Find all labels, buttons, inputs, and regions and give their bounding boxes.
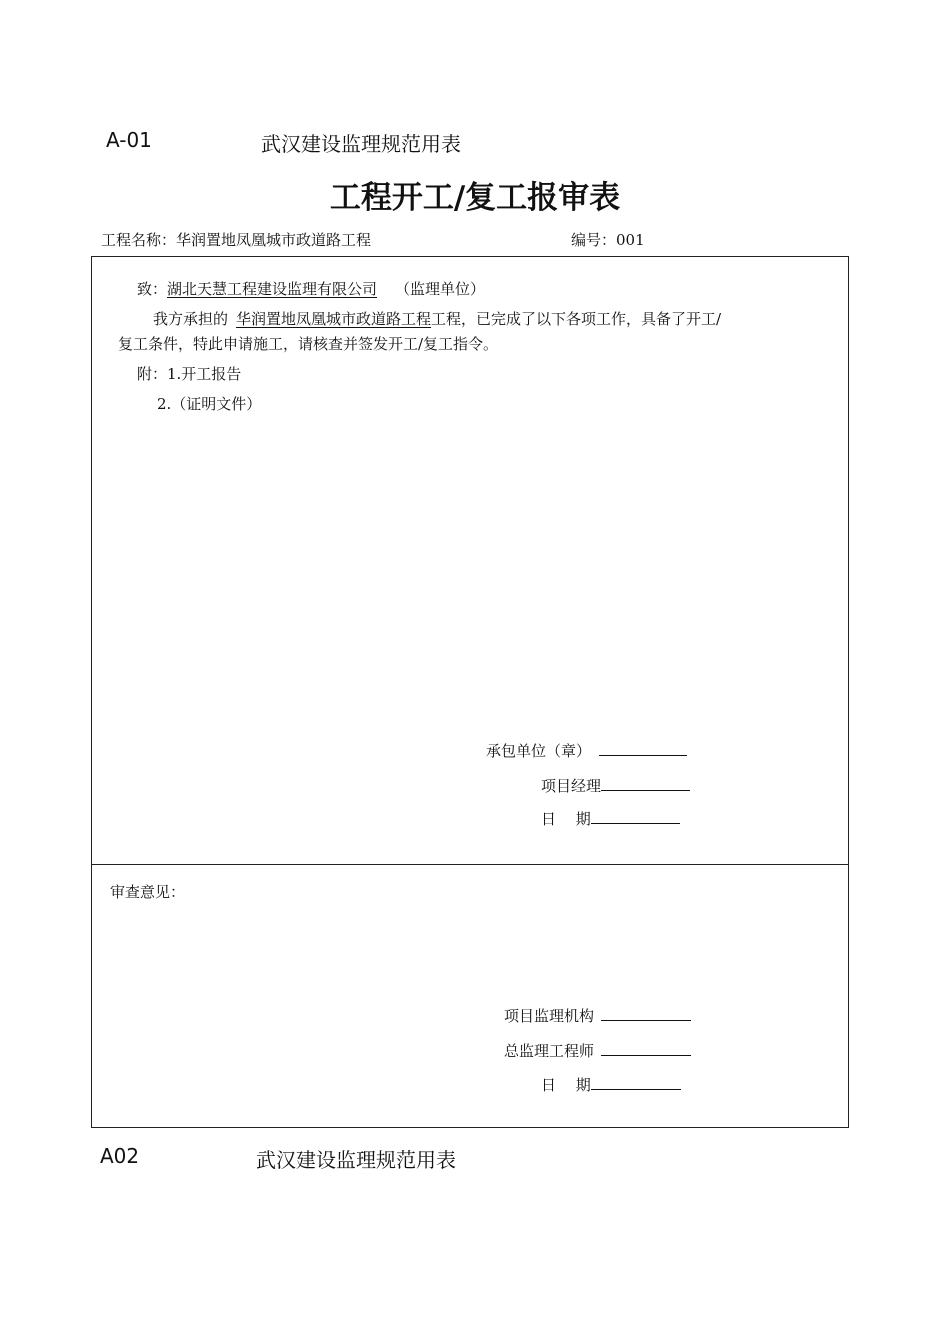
review-date [541,1074,681,1095]
form-title: 工程开工/复工报审表 [329,180,621,216]
supervision-org-sign-line [601,1006,691,1021]
manager-label: 项目经理 [541,777,602,795]
form-table [91,256,849,1128]
next-form-code: A02 [100,1144,140,1168]
chief-engineer-label: 总监理工程师 [504,1042,595,1060]
project-name: 工程名称：华润置地凤凰城市政道路工程 [101,231,372,249]
attachment-2: 2.（证明文件） [157,395,262,413]
contractor-label: 承包单位（章） [486,742,592,760]
application-body-line2: 复工条件，特此申请施工，请核查并签发开工/复工指令。 [118,335,499,353]
next-standard-label: 武汉建设监理规范用表 [256,1148,456,1172]
addressee-suffix: （监理单位） [395,280,486,298]
review-opinion-label: 审查意见： [110,883,186,901]
body-project: 华润置地凤凰城市政道路工程 [236,310,432,328]
addressee-line [137,278,485,299]
manager-sign-line [601,776,690,791]
addressee-prefix: 致： [137,280,168,298]
form-code: A-01 [106,128,152,152]
application-body-line1 [153,308,721,329]
contractor-sign-line [599,741,687,756]
contractor-date-line [591,809,680,824]
body-line1-rest: 工程，已完成了以下各项工作，具备了开工/ [431,310,722,328]
form-number: 编号：001 [571,231,645,249]
chief-engineer-sign-line [601,1041,691,1056]
supervision-org-label: 项目监理机构 [504,1007,595,1025]
body-prefix: 我方承担的 [153,310,229,328]
manager-signature [541,775,690,796]
contractor-date-label: 日 期 [541,810,591,828]
attachment-1: 附：1.开工报告 [137,365,242,383]
review-date-label: 日 期 [541,1076,591,1094]
standard-label: 武汉建设监理规范用表 [261,132,461,156]
section-divider [91,864,849,865]
contractor-signature [486,740,687,761]
chief-engineer-signature [504,1040,691,1061]
review-date-line [591,1075,681,1090]
contractor-date [541,808,680,829]
supervision-org-signature [504,1005,691,1026]
supervision-company: 湖北天慧工程建设监理有限公司 [167,280,378,298]
